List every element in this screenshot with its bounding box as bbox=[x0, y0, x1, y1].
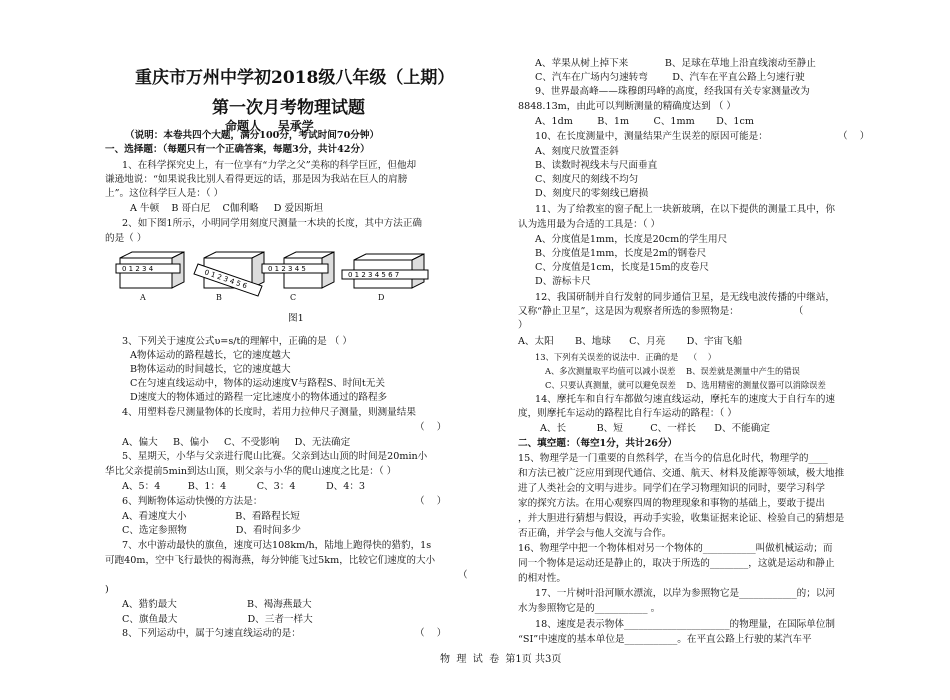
q14-options: A、长 B、短 C、一样长 D、不能确定 bbox=[540, 423, 770, 434]
q11-line2: 认为选用最为合适的工具是：（ ） bbox=[518, 219, 661, 230]
q12-options: A、太阳 B、地球 C、月亮 D、宇宙飞船 bbox=[518, 336, 743, 347]
q11-option-b: B、分度值是1mm，长度是2m的钢卷尺 bbox=[535, 248, 707, 259]
q18-line2: “SI”中速度的基本单位是___________。在平直公路上行驶的某汽车平 bbox=[518, 634, 812, 645]
q11-option-d: D、游标卡尺 bbox=[535, 276, 591, 287]
q7-paren-right: ) bbox=[105, 584, 109, 595]
q5-line2: 华比父亲提前5min到达山顶，则父亲与小华的爬山速度之比是：（ ） bbox=[105, 466, 397, 477]
section-choice-heading: 一、选择题：（每题只有一个正确答案，每题3分，共计42分） bbox=[105, 144, 370, 155]
q15-line1: 15、物理学是一门重要的自然科学，在当今的信息化时代，物理学的____ bbox=[518, 453, 828, 464]
q16-line1: 16、物理学中把一个物体相对另一个物体的___________叫做机械运动；而 bbox=[518, 543, 833, 554]
q12-line2: 又称“静止卫星”，这是因为观察者所选的参照物是： （ bbox=[518, 306, 804, 317]
q9-line1: 9、世界最高峰——珠穆朗玛峰的高度，经我国有关专家测量改为 bbox=[535, 86, 810, 97]
q6-stem: 6、判断物体运动快慢的方法是： bbox=[122, 496, 263, 507]
q7-line2: 可跑40m，空中飞行最快的褐海燕，每分钟能飞过5km，比较它们速度的大小 bbox=[105, 555, 436, 566]
q8-stem: 8、下列运动中，属于匀速直线运动的是： bbox=[122, 628, 301, 639]
svg-text:0 1 2 3 4: 0 1 2 3 4 bbox=[122, 265, 154, 273]
q5-options: A、5：4 B、1：4 C、3：4 D、4：3 bbox=[122, 481, 366, 492]
q17-line1: 17、一片树叶沿河顺水漂流，以岸为参照物它是____________的；以河 bbox=[535, 588, 836, 599]
q3-stem: 3、下列关于速度公式υ=s/t的理解中，正确的是 （ ） bbox=[122, 336, 352, 347]
ruler-diagram-a bbox=[116, 252, 184, 288]
q7-paren-left: （ bbox=[458, 570, 468, 581]
q4-stem: 4、用塑料卷尺测量物体的长度时，若用力拉伸尺子测量，则测量结果 bbox=[122, 407, 416, 418]
svg-text:0 1 2 3 4 5: 0 1 2 3 4 5 bbox=[268, 265, 306, 273]
q14-line2: 度，则摩托车运动的路程比自行车运动的路程：（ ） bbox=[518, 408, 737, 419]
figure-label-c: C bbox=[290, 293, 297, 302]
q1-line2: 谦逊地说：“如果说我比别人看得更远的话，那是因为我站在巨人的肩膀 bbox=[105, 174, 408, 185]
q15-line2: 和方法已被广泛应用到现代通信、交通、航天、材料及能源等领域，极大地推 bbox=[518, 468, 845, 479]
q1-options: A 牛顿 B 哥白尼 C伽利略 D 爱因斯坦 bbox=[130, 203, 323, 214]
exam-title-line1: 重庆市万州中学初2018级八年级（上期） bbox=[135, 68, 455, 88]
q10-option-b: B、读数时视线未与尺面垂直 bbox=[535, 160, 658, 171]
figure-label-b: B bbox=[216, 293, 222, 302]
q11-option-c: C、分度值是1cm，长度是15m的皮卷尺 bbox=[535, 262, 709, 273]
q18-line1: 18、速度是表示物体______________________的物理量，在国际单位制 bbox=[535, 619, 836, 630]
q6-options-row2: C、选定参照物 D、看时间多少 bbox=[122, 525, 301, 536]
q12-line3: ） bbox=[518, 320, 528, 331]
ruler-diagram-b bbox=[194, 252, 264, 296]
q8-paren: （ ） bbox=[415, 628, 447, 639]
ruler-diagram-d bbox=[342, 254, 428, 288]
q6-options-row1: A、看速度大小 B、看路程长短 bbox=[122, 511, 300, 522]
ruler-diagram-c bbox=[262, 252, 334, 288]
q8-options-row1: A、苹果从树上掉下来 B、足球在草地上沿直线滚动至静止 bbox=[535, 58, 816, 69]
svg-text:0 1 2 3 4 5 6 7: 0 1 2 3 4 5 6 7 bbox=[348, 271, 400, 279]
q4-options: A、偏大 B、偏小 C、不受影响 D、无法确定 bbox=[122, 437, 351, 448]
q13-options-row1: A、多次测量取平均值可以减小误差 B、误差就是测量中产生的错误 bbox=[545, 366, 800, 376]
exam-title-line2: 第一次月考物理试题 bbox=[212, 98, 365, 118]
q1-line1: 1、在科学探究史上，有一位享有“力学之父”美称的科学巨匠，但他却 bbox=[122, 160, 417, 171]
q10-option-a: A、刻度尺放置歪斜 bbox=[535, 146, 619, 157]
q9-line2: 8848.13m，由此可以判断测量的精确度达到 （ ） bbox=[518, 101, 736, 112]
q16-line2: 同一个物体是运动还是静止的，取决于所选的________，这就是运动和静止 bbox=[518, 558, 835, 569]
q5-line1: 5、星期天，小华与父亲进行爬山比赛。父亲到达山顶的时间是20min小 bbox=[122, 451, 428, 462]
svg-text:0 1 2 3 4 5 6: 0 1 2 3 4 5 6 bbox=[203, 268, 249, 291]
figure-label-a: A bbox=[140, 293, 146, 302]
q8-options-row2: C、汽车在广场内匀速转弯 D、汽车在平直公路上匀速行驶 bbox=[535, 72, 805, 83]
q2-line2: 的是（ ） bbox=[105, 233, 147, 244]
q2-line1: 2、如下图1所示，小明同学用刻度尺测量一木块的长度，其中方法正确 bbox=[122, 218, 423, 229]
q11-line1: 11、为了给教室的窗子配上一块新玻璃，在以下提供的测量工具中，你 bbox=[535, 204, 836, 215]
q3-option-d: D速度大的物体通过的路程一定比速度小的物体通过的路程多 bbox=[130, 392, 388, 403]
section-fill-heading: 二、填空题：（每空1分，共计26分） bbox=[518, 438, 678, 449]
page-footer: 物 理 试 卷 第1页 共3页 bbox=[440, 654, 562, 665]
q4-paren: （ ） bbox=[415, 422, 447, 433]
figure-caption: 图1 bbox=[288, 313, 304, 324]
q11-option-a: A、分度值是1mm，长度是20cm的学生用尺 bbox=[535, 234, 728, 245]
figure-1-rulers bbox=[112, 250, 442, 310]
exam-note: （说明：本卷共四个大题，满分100分，考试时间70分钟） bbox=[125, 130, 380, 141]
q10-option-c: C、刻度尺的刻线不均匀 bbox=[535, 174, 639, 185]
q9-options: A、1dm B、1m C、1mm D、1cm bbox=[535, 116, 754, 127]
exam-author: 命题人 吴承学 bbox=[225, 119, 314, 133]
q7-line1: 7、水中游动最快的旗鱼，速度可达108km/h，陆地上跑得快的猎豹，1s bbox=[122, 540, 432, 551]
q7-options-row1: A、猎豹最大 B、褐海燕最大 bbox=[122, 599, 312, 610]
q13-options-row2: C、只要认真测量，就可以避免误差 D、选用精密的测量仪器可以消除误差 bbox=[545, 380, 826, 390]
q15-line3: 进了人类社会的文明与进步。同学们在学习物理知识的同时，要学习科学 bbox=[518, 483, 825, 494]
q10-option-d: D、刻度尺的零刻线已磨损 bbox=[535, 188, 649, 199]
q17-line2: 水为参照物它是的___________ 。 bbox=[518, 603, 661, 614]
q10-stem: 10、在长度测量中，测量结果产生误差的原因可能是： bbox=[535, 131, 768, 142]
q12-line1: 12、我国研制并自行发射的同步通信卫星，是无线电波传播的中继站， bbox=[535, 292, 836, 303]
q7-options-row2: C、旗鱼最大 D、三者一样大 bbox=[122, 614, 313, 625]
q3-option-b: B物体运动的时间越长，它的速度越大 bbox=[130, 364, 291, 375]
q3-option-c: C在匀速直线运动中，物体的运动速度V与路程S、时间t无关 bbox=[130, 378, 385, 389]
q10-paren: （ ） bbox=[838, 131, 870, 142]
q3-option-a: A物体运动的路程越长，它的速度越大 bbox=[130, 350, 291, 361]
q15-line5: ，并大胆进行猜想与假设，再动手实验，收集证据来论证、检验自己的猜想是 bbox=[518, 513, 845, 524]
q15-line6: 否正确，并学会与他人交流与合作。 bbox=[518, 528, 672, 539]
q15-line4: 家的探究方法。在用心观察四周的物理现象和事物的基础上，要敢于提出 bbox=[518, 498, 825, 509]
q14-line1: 14、摩托车和自行车都做匀速直线运动，摩托车的速度大于自行车的速 bbox=[535, 394, 836, 405]
q13-stem: 13、下列有关误差的说法中．正确的是 （ ） bbox=[535, 352, 717, 362]
figure-label-d: D bbox=[378, 293, 385, 302]
q6-paren: （ ） bbox=[415, 496, 447, 507]
q1-line3: 上”。这位科学巨人是：（ ） bbox=[105, 188, 224, 199]
q16-line3: 的相对性。 bbox=[518, 573, 566, 584]
